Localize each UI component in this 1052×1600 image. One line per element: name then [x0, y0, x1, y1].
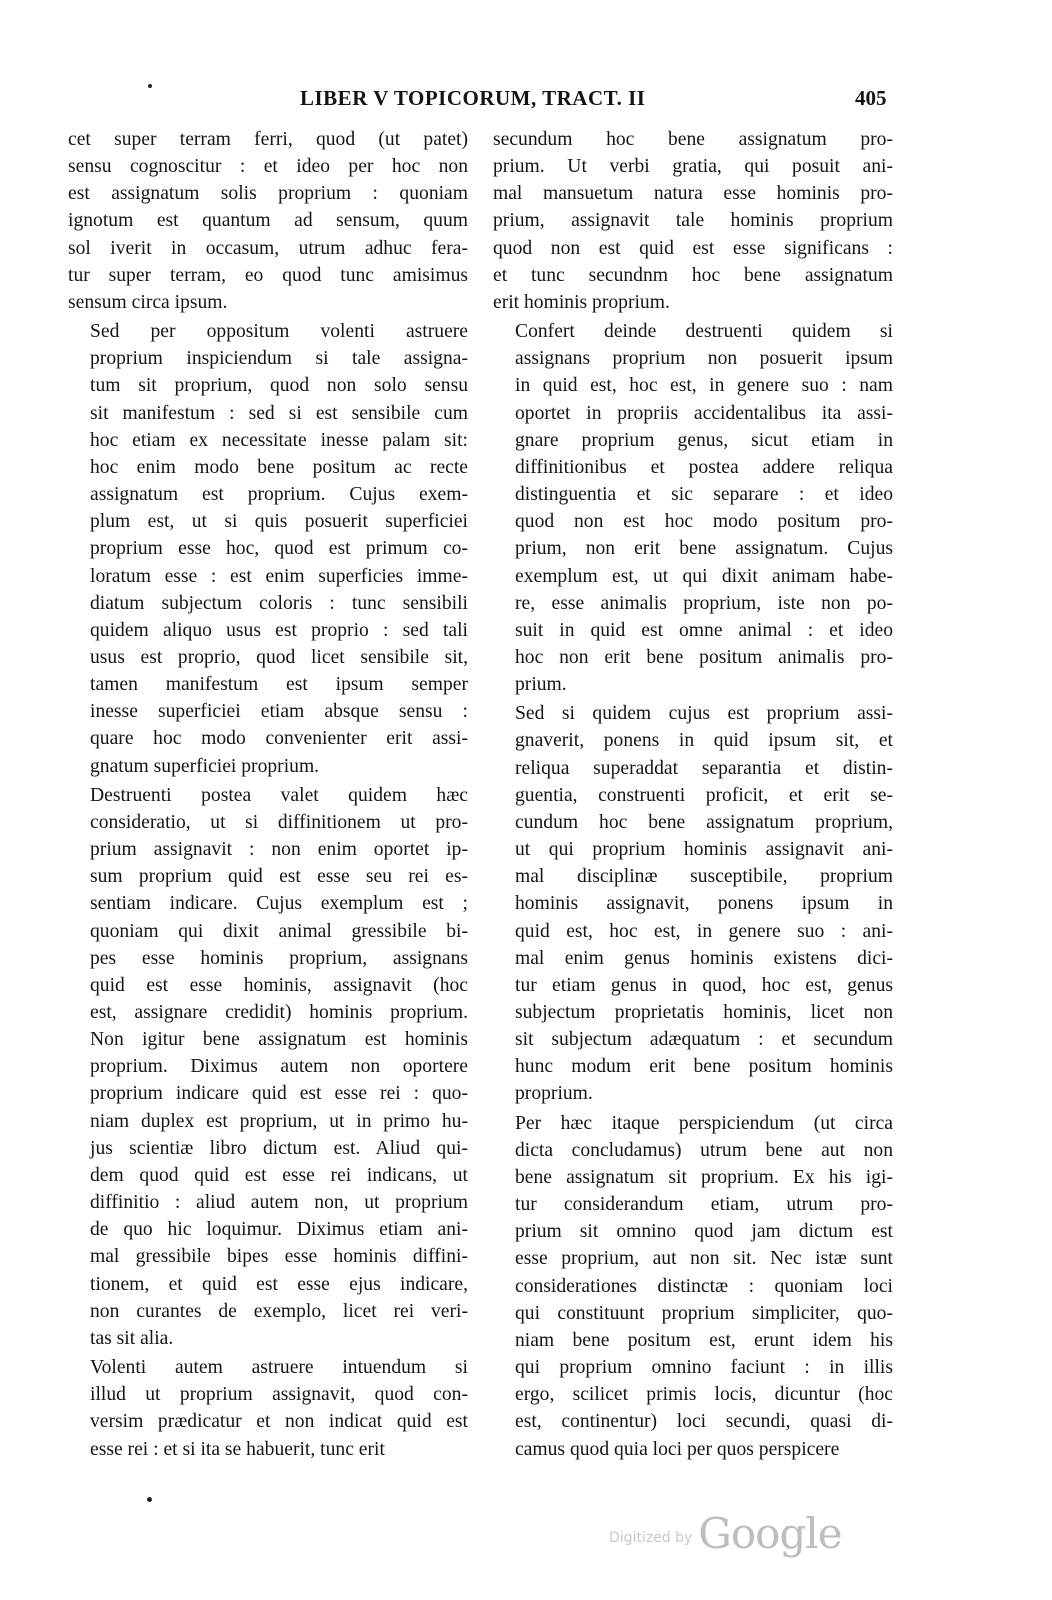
text-line: tas sit alia.	[90, 1327, 174, 1349]
text-line: loratum esse : est enim superficies imme-	[90, 565, 468, 587]
text-line: sit subjectum adæquatum : et secundum	[515, 1029, 893, 1051]
text-line: sol iverit in occasum, utrum adhuc fera-	[68, 237, 468, 259]
text-line: hoc etiam ex necessitate inesse palam sit:	[90, 429, 468, 451]
text-line: tur super terram, eo quod tunc amisimus	[68, 264, 468, 286]
text-line: quod non est quid est esse significans :	[493, 237, 893, 259]
text-line: niam bene positum est, erunt idem his	[515, 1329, 893, 1351]
text-line: Per hæc itaque perspiciendum (ut circa	[515, 1112, 893, 1134]
text-line: quoniam qui dixit animal gressibile bi-	[90, 920, 468, 942]
text-line: gnare proprium genus, sicut etiam in	[515, 429, 893, 451]
text-line: ignotum est quantum ad sensum, quum	[68, 210, 468, 232]
right-text-column	[493, 126, 893, 1463]
text-line: ut qui proprium hominis assignavit ani-	[515, 839, 893, 861]
text-line: quare hoc modo convenienter erit assi-	[90, 728, 468, 750]
text-line: non curantes de exemplo, licet rei veri-	[90, 1300, 468, 1322]
text-line: erit hominis proprium.	[493, 291, 670, 313]
text-line: suit in quid est omne animal : et ideo	[515, 619, 893, 641]
text-line: Non igitur bene assignatum est hominis	[90, 1029, 468, 1051]
running-title: LIBER V TOPICORUM, TRACT. II	[300, 86, 646, 110]
paragraph	[493, 1110, 893, 1463]
text-line: quod non est hoc modo positum pro-	[515, 511, 893, 533]
text-line: Destruenti postea valet quidem hæc	[90, 784, 468, 806]
text-line: sensu cognoscitur : et ideo per hoc non	[68, 156, 468, 178]
text-line: niam duplex est proprium, ut in primo hu-	[90, 1110, 468, 1132]
text-line: sentiam indicare. Cujus exemplum est ;	[90, 893, 468, 915]
text-line: prium assignavit : non enim oportet ip-	[90, 839, 468, 861]
text-line: est, continentur) loci secundi, quasi di-	[515, 1411, 893, 1433]
text-line: Volenti autem astruere intuendum si	[90, 1357, 468, 1379]
text-line: diffinitionibus et postea addere reliqua	[515, 456, 893, 478]
text-line: Sed per oppositum volenti astruere	[90, 321, 468, 343]
text-line: mal gressibile bipes esse hominis diffini-	[90, 1246, 468, 1268]
paragraph	[68, 318, 468, 780]
text-line: gnaverit, ponens in quid ipsum sit, et	[515, 730, 893, 752]
text-line: sit manifestum : sed si est sensibile cum	[90, 402, 468, 424]
text-line: proprium esse hoc, quod est primum co-	[90, 538, 468, 560]
watermark-prefix: Digitized by	[609, 1530, 693, 1546]
text-line: camus quod quia loci per quos perspicere	[515, 1438, 840, 1460]
text-line: de quo hic loquimur. Diximus etiam ani-	[90, 1219, 468, 1241]
text-line: in quid est, hoc est, in genere suo : nam	[515, 375, 893, 397]
paragraph	[68, 782, 468, 1352]
text-line: exemplum est, ut qui dixit animam habe-	[515, 565, 893, 587]
text-line: usus est proprio, quod licet sensibile sit,	[90, 646, 468, 668]
text-line: sensum circa ipsum.	[68, 291, 228, 313]
left-text-column	[68, 126, 468, 1463]
text-line: subjectum proprietatis hominis, licet non	[515, 1002, 893, 1023]
text-line: tur etiam genus in quod, hoc est, genus	[515, 974, 893, 996]
text-line: jus scientiæ libro dictum est. Aliud qui-	[90, 1137, 468, 1159]
text-line: prium.	[515, 674, 567, 696]
text-line: Confert deinde destruenti quidem si	[515, 321, 893, 343]
text-line: distinguentia et sic separare : et ideo	[515, 484, 893, 506]
text-line: Sed si quidem cujus est proprium assi-	[515, 703, 893, 725]
text-line: qui constituunt proprium simpliciter, quo-	[515, 1302, 893, 1324]
text-line: sum proprium quid est esse seu rei es-	[90, 866, 468, 888]
text-line: ergo, scilicet primis locis, dicuntur (hoc	[515, 1384, 893, 1406]
text-line: prium, assignavit tale hominis proprium	[493, 210, 893, 232]
digitized-by-google-watermark	[609, 1498, 842, 1558]
text-line: esse proprium, aut non sit. Nec istæ sunt	[515, 1248, 893, 1270]
text-line: assignatum est proprium. Cujus exem-	[90, 484, 468, 506]
text-line: versim prædicatur et non indicat quid est	[90, 1411, 468, 1433]
text-line: prium, non erit bene assignatum. Cujus	[515, 538, 893, 560]
google-logo: Google	[698, 1509, 842, 1558]
text-line: assignans proprium non posuerit ipsum	[515, 348, 893, 370]
text-line: diatum subjectum coloris : tunc sensibili	[90, 592, 468, 614]
text-line: gnatum superficiei proprium.	[90, 755, 320, 777]
paragraph	[493, 700, 893, 1107]
text-line: hoc non erit bene positum animalis pro-	[515, 646, 893, 668]
text-line: re, esse animalis proprium, iste non po-	[515, 592, 893, 614]
text-line: secundum hoc bene assignatum pro-	[493, 129, 893, 150]
paragraph	[493, 318, 893, 698]
text-line: quid est esse hominis, assignavit (hoc	[90, 974, 468, 996]
text-line: mal disciplinæ susceptibile, proprium	[515, 866, 893, 888]
text-line: pes esse hominis proprium, assignans	[90, 947, 468, 969]
paragraph	[68, 1354, 468, 1463]
text-line: dicta concludamus) utrum bene aut non	[515, 1139, 893, 1161]
text-line: quid est, hoc est, in genere suo : ani-	[515, 920, 893, 942]
text-line: cet super terram ferri, quod (ut patet)	[68, 129, 468, 150]
text-line: consideratio, ut si diffinitionem ut pro-	[90, 811, 468, 833]
text-line: proprium. Diximus autem non oportere	[90, 1056, 468, 1078]
text-line: bene assignatum sit proprium. Ex his igi-	[515, 1166, 893, 1188]
text-line: inesse superficiei etiam absque sensu :	[90, 701, 468, 723]
text-line: cundum hoc bene assignatum proprium,	[515, 811, 893, 833]
running-head	[0, 86, 1052, 116]
page-number: 405	[855, 86, 887, 110]
text-line: hunc modum erit bene positum hominis	[515, 1056, 893, 1078]
text-line: oportet in propriis accidentalibus ita assi-	[515, 402, 893, 424]
text-line: mal mansuetum natura esse hominis pro-	[493, 183, 893, 205]
text-line: proprium inspiciendum si tale assigna-	[90, 348, 468, 370]
text-line: considerationes distinctæ : quoniam loci	[515, 1275, 893, 1297]
text-line: et tunc secundnm hoc bene assignatum	[493, 264, 893, 286]
text-line: tamen manifestum est ipsum semper	[90, 674, 468, 696]
text-line: est, assignare credidit) hominis proprium.	[90, 1002, 468, 1023]
text-line: tur considerandum etiam, utrum pro-	[515, 1194, 893, 1216]
text-line: quidem aliquo usus est proprio : sed tali	[90, 619, 468, 641]
text-line: tum sit proprium, quod non solo sensu	[90, 375, 468, 397]
text-line: esse rei : et si ita se habuerit, tunc erit	[90, 1438, 385, 1460]
text-line: prium sit omnino quod jam dictum est	[515, 1221, 893, 1243]
text-line: proprium indicare quid est esse rei : quo-	[90, 1083, 468, 1105]
text-line: dem quod quid est esse rei indicans, ut	[90, 1164, 468, 1186]
text-line: hominis assignavit, ponens ipsum in	[515, 893, 893, 915]
paragraph	[68, 126, 468, 316]
text-line: qui proprium omnino faciunt : in illis	[515, 1357, 893, 1379]
text-line: prium. Ut verbi gratia, qui posuit ani-	[493, 156, 893, 178]
text-line: proprium.	[515, 1083, 593, 1105]
text-line: est assignatum solis proprium : quoniam	[68, 183, 468, 205]
text-line: mal enim genus hominis existens dici-	[515, 947, 893, 969]
text-line: reliqua superaddat separantia et distin-	[515, 757, 893, 779]
text-line: tionem, et quid est esse ejus indicare,	[90, 1273, 468, 1295]
text-line: illud ut proprium assignavit, quod con-	[90, 1384, 468, 1406]
text-line: guentia, construenti proficit, et erit se-	[515, 784, 893, 806]
text-line: diffinitio : aliud autem non, ut proprium	[90, 1192, 468, 1214]
text-line: hoc enim modo bene positum ac recte	[90, 456, 468, 478]
paragraph	[493, 126, 893, 316]
text-line: plum est, ut si quis posuerit superficiei	[90, 511, 468, 533]
ink-speck	[147, 1497, 152, 1502]
